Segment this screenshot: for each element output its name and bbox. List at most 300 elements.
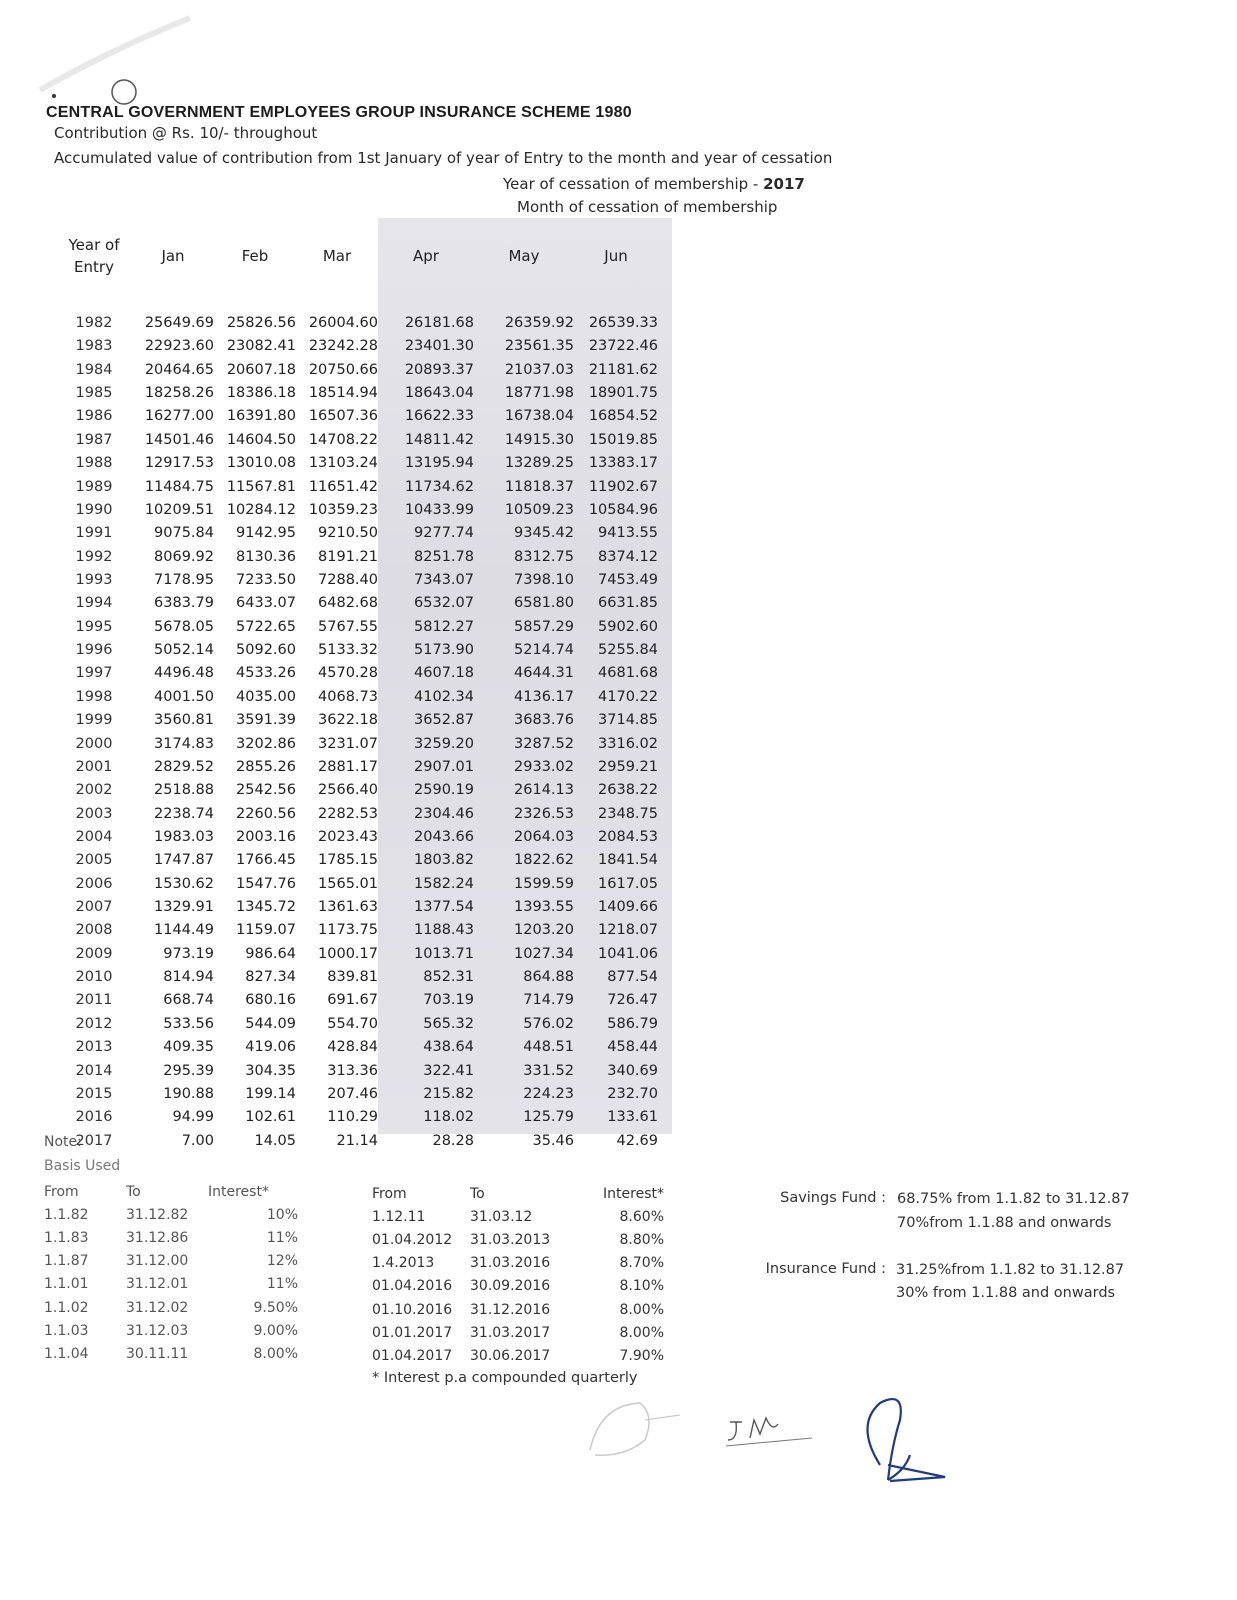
to-cell: 31.03.12 bbox=[470, 1208, 533, 1225]
to-cell: 31.12.00 bbox=[126, 1253, 189, 1270]
value-cell: 11484.75 bbox=[144, 478, 214, 495]
entry-year-cell: 1996 bbox=[75, 642, 113, 659]
entry-year-cell: 1982 bbox=[75, 315, 113, 332]
interest-cell: 12% bbox=[266, 1253, 298, 1270]
entry-year-cell: 1990 bbox=[75, 501, 113, 518]
value-cell: 5857.29 bbox=[514, 618, 574, 635]
value-cell: 295.39 bbox=[163, 1062, 214, 1079]
value-cell: 11734.62 bbox=[404, 478, 474, 495]
value-cell: 10359.23 bbox=[308, 501, 378, 518]
value-cell: 9142.95 bbox=[236, 525, 296, 542]
value-cell: 125.79 bbox=[523, 1109, 574, 1126]
value-cell: 533.56 bbox=[163, 1015, 214, 1032]
value-cell: 22923.60 bbox=[144, 338, 214, 355]
value-cell: 5722.65 bbox=[236, 618, 296, 635]
value-cell: 23082.41 bbox=[226, 338, 296, 355]
interest-cell: 11% bbox=[266, 1276, 298, 1293]
table-header-row bbox=[56, 224, 658, 288]
value-cell: 1188.43 bbox=[414, 922, 474, 939]
value-cell: 3287.52 bbox=[514, 735, 574, 752]
value-cell: 190.88 bbox=[163, 1085, 214, 1102]
from-cell: 01.01.2017 bbox=[372, 1324, 453, 1341]
value-cell: 11818.37 bbox=[504, 478, 574, 495]
to-cell: 31.03.2017 bbox=[470, 1324, 551, 1341]
value-cell: 4035.00 bbox=[236, 688, 296, 705]
interest-cell: 10% bbox=[266, 1206, 298, 1223]
entry-year-cell: 1995 bbox=[75, 618, 113, 635]
entry-year-cell: 1983 bbox=[75, 338, 113, 355]
value-cell: 331.52 bbox=[523, 1062, 574, 1079]
col-header-year-of-entry: Year of Entry bbox=[68, 236, 120, 276]
value-cell: 827.34 bbox=[245, 969, 296, 986]
value-cell: 26181.68 bbox=[404, 315, 474, 332]
value-cell: 2238.74 bbox=[154, 805, 214, 822]
entry-year-cell: 2004 bbox=[75, 828, 113, 845]
value-cell: 21.14 bbox=[336, 1132, 378, 1149]
value-cell: 14708.22 bbox=[308, 431, 378, 448]
value-cell: 1013.71 bbox=[414, 945, 474, 962]
interest-cell: 9.50% bbox=[253, 1299, 298, 1316]
value-cell: 26359.92 bbox=[504, 315, 574, 332]
contribution-table bbox=[56, 224, 658, 1152]
table-row bbox=[44, 1203, 298, 1226]
value-cell: 9413.55 bbox=[598, 525, 658, 542]
value-cell: 14501.46 bbox=[144, 431, 214, 448]
to-cell: 31.12.02 bbox=[126, 1299, 189, 1316]
insurance-fund-line2: 30% from 1.1.88 and onwards bbox=[896, 1285, 1116, 1301]
to-cell: 31.12.86 bbox=[126, 1229, 189, 1246]
entry-year-cell: 1999 bbox=[75, 712, 113, 729]
value-cell: 458.44 bbox=[607, 1039, 658, 1056]
value-cell: 565.32 bbox=[423, 1015, 474, 1032]
value-cell: 10584.96 bbox=[588, 501, 658, 518]
from-cell: 1.1.87 bbox=[44, 1253, 89, 1270]
col-header-from: From bbox=[372, 1185, 407, 1202]
value-cell: 322.41 bbox=[423, 1062, 474, 1079]
value-cell: 3683.76 bbox=[514, 712, 574, 729]
entry-year-cell: 1998 bbox=[75, 688, 113, 705]
value-cell: 10284.12 bbox=[226, 501, 296, 518]
value-cell: 1409.66 bbox=[598, 899, 658, 916]
value-cell: 11651.42 bbox=[308, 478, 378, 495]
from-cell: 1.12.11 bbox=[372, 1208, 426, 1225]
value-cell: 20893.37 bbox=[404, 361, 474, 378]
value-cell: 215.82 bbox=[423, 1085, 474, 1102]
from-cell: 01.04.2016 bbox=[372, 1278, 453, 1295]
value-cell: 1144.49 bbox=[154, 922, 214, 939]
value-cell: 1547.76 bbox=[236, 875, 296, 892]
value-cell: 3316.02 bbox=[598, 735, 658, 752]
from-cell: 01.04.2012 bbox=[372, 1231, 453, 1248]
initials-signature bbox=[720, 1410, 820, 1450]
value-cell: 1000.17 bbox=[318, 945, 378, 962]
table-row bbox=[56, 732, 658, 755]
interest-cell: 8.00% bbox=[253, 1345, 298, 1362]
table-row bbox=[372, 1275, 664, 1298]
value-cell: 3714.85 bbox=[598, 712, 658, 729]
value-cell: 3202.86 bbox=[236, 735, 296, 752]
table-row bbox=[56, 592, 658, 615]
col-header-mar: Mar bbox=[322, 247, 352, 265]
value-cell: 7453.49 bbox=[598, 571, 658, 588]
value-cell: 16738.04 bbox=[504, 408, 574, 425]
table-row bbox=[56, 522, 658, 545]
value-cell: 973.19 bbox=[163, 945, 214, 962]
entry-year-cell: 2013 bbox=[75, 1039, 113, 1056]
table-row bbox=[56, 662, 658, 685]
document-title: CENTRAL GOVERNMENT EMPLOYEES GROUP INSURANCE SCHEME 1980 bbox=[46, 104, 632, 121]
table-row bbox=[56, 825, 658, 848]
value-cell: 6433.07 bbox=[236, 595, 296, 612]
value-cell: 23722.46 bbox=[588, 338, 658, 355]
value-cell: 10209.51 bbox=[144, 501, 214, 518]
value-cell: 2614.13 bbox=[514, 782, 574, 799]
contribution-note: Contribution @ Rs. 10/- throughout bbox=[54, 124, 318, 142]
value-cell: 8130.36 bbox=[236, 548, 296, 565]
value-cell: 4136.17 bbox=[514, 688, 574, 705]
value-cell: 110.29 bbox=[327, 1109, 378, 1126]
table-row bbox=[56, 638, 658, 661]
value-cell: 2518.88 bbox=[154, 782, 214, 799]
value-cell: 3591.39 bbox=[236, 712, 296, 729]
interest-footnote: * Interest p.a compounded quarterly bbox=[372, 1370, 638, 1386]
entry-year-cell: 2012 bbox=[75, 1015, 113, 1032]
value-cell: 1377.54 bbox=[414, 899, 474, 916]
value-cell: 7398.10 bbox=[514, 571, 574, 588]
table-row bbox=[44, 1296, 298, 1319]
value-cell: 118.02 bbox=[423, 1109, 474, 1126]
value-cell: 2348.75 bbox=[598, 805, 658, 822]
value-cell: 2907.01 bbox=[414, 758, 474, 775]
value-cell: 438.64 bbox=[423, 1039, 474, 1056]
value-cell: 1173.75 bbox=[318, 922, 378, 939]
value-cell: 1565.01 bbox=[318, 875, 378, 892]
interest-table-left bbox=[44, 1180, 298, 1366]
from-cell: 1.1.04 bbox=[44, 1345, 89, 1362]
value-cell: 668.74 bbox=[163, 992, 214, 1009]
value-cell: 16391.80 bbox=[226, 408, 296, 425]
entry-year-cell: 2008 bbox=[75, 922, 113, 939]
col-header-jan: Jan bbox=[161, 247, 185, 265]
value-cell: 2064.03 bbox=[514, 828, 574, 845]
insurance-fund-line1: 31.25%from 1.1.82 to 31.12.87 bbox=[896, 1262, 1125, 1278]
value-cell: 5678.05 bbox=[154, 618, 214, 635]
table-row bbox=[56, 849, 658, 872]
value-cell: 2023.43 bbox=[318, 828, 378, 845]
value-cell: 28.28 bbox=[432, 1132, 474, 1149]
value-cell: 2590.19 bbox=[414, 782, 474, 799]
table-row bbox=[56, 498, 658, 521]
value-cell: 9075.84 bbox=[154, 525, 214, 542]
basis-label: Basis Used bbox=[44, 1158, 121, 1174]
value-cell: 21037.03 bbox=[504, 361, 574, 378]
col-header-apr: Apr bbox=[413, 247, 439, 265]
table-row bbox=[56, 1059, 658, 1082]
interest-cell: 8.60% bbox=[619, 1208, 664, 1225]
value-cell: 877.54 bbox=[607, 969, 658, 986]
value-cell: 16854.52 bbox=[588, 408, 658, 425]
cessation-year-label: Year of cessation of membership - bbox=[503, 175, 764, 193]
value-cell: 2638.22 bbox=[598, 782, 658, 799]
value-cell: 1203.20 bbox=[514, 922, 574, 939]
value-cell: 703.19 bbox=[423, 992, 474, 1009]
value-cell: 18514.94 bbox=[308, 385, 378, 402]
table-row bbox=[372, 1205, 664, 1228]
value-cell: 986.64 bbox=[245, 945, 296, 962]
interest-cell: 8.70% bbox=[619, 1255, 664, 1272]
value-cell: 7.00 bbox=[181, 1132, 214, 1149]
table-row bbox=[56, 381, 658, 404]
value-cell: 419.06 bbox=[245, 1039, 296, 1056]
value-cell: 2003.16 bbox=[236, 828, 296, 845]
value-cell: 4170.22 bbox=[598, 688, 658, 705]
to-cell: 31.03.2016 bbox=[470, 1255, 551, 1272]
value-cell: 340.69 bbox=[607, 1062, 658, 1079]
value-cell: 4496.48 bbox=[154, 665, 214, 682]
value-cell: 207.46 bbox=[327, 1085, 378, 1102]
table-row bbox=[56, 1106, 658, 1129]
value-cell: 18258.26 bbox=[144, 385, 214, 402]
cessation-year-value: 2017 bbox=[763, 175, 805, 193]
table-row bbox=[44, 1273, 298, 1296]
value-cell: 2566.40 bbox=[318, 782, 378, 799]
value-cell: 9345.42 bbox=[514, 525, 574, 542]
value-cell: 3652.87 bbox=[414, 712, 474, 729]
value-cell: 576.02 bbox=[523, 1015, 574, 1032]
value-cell: 5812.27 bbox=[414, 618, 474, 635]
value-cell: 1159.07 bbox=[236, 922, 296, 939]
value-cell: 4001.50 bbox=[154, 688, 214, 705]
to-cell: 30.06.2017 bbox=[470, 1347, 551, 1364]
value-cell: 864.88 bbox=[523, 969, 574, 986]
entry-year-cell: 2010 bbox=[75, 969, 113, 986]
entry-year-cell: 2002 bbox=[75, 782, 113, 799]
value-cell: 2084.53 bbox=[598, 828, 658, 845]
interest-cell: 8.00% bbox=[619, 1324, 664, 1341]
value-cell: 9210.50 bbox=[318, 525, 378, 542]
table-row bbox=[44, 1226, 298, 1249]
value-cell: 586.79 bbox=[607, 1015, 658, 1032]
table-row bbox=[44, 1250, 298, 1273]
entry-year-cell: 1992 bbox=[75, 548, 113, 565]
value-cell: 3174.83 bbox=[154, 735, 214, 752]
value-cell: 2542.56 bbox=[236, 782, 296, 799]
value-cell: 224.23 bbox=[523, 1085, 574, 1102]
col-header-may: May bbox=[508, 247, 540, 265]
entry-year-cell: 1997 bbox=[75, 665, 113, 682]
table-row bbox=[56, 1036, 658, 1059]
table-row bbox=[56, 1129, 658, 1152]
value-cell: 5133.32 bbox=[318, 642, 378, 659]
table-row bbox=[56, 475, 658, 498]
value-cell: 23242.28 bbox=[308, 338, 378, 355]
table-row bbox=[56, 335, 658, 358]
from-cell: 1.1.01 bbox=[44, 1276, 89, 1293]
value-cell: 13010.08 bbox=[226, 455, 296, 472]
entry-year-cell: 1993 bbox=[75, 571, 113, 588]
value-cell: 1041.06 bbox=[598, 945, 658, 962]
value-cell: 1841.54 bbox=[598, 852, 658, 869]
value-cell: 10509.23 bbox=[504, 501, 574, 518]
value-cell: 8374.12 bbox=[598, 548, 658, 565]
handwritten-signature bbox=[850, 1385, 960, 1495]
value-cell: 2304.46 bbox=[414, 805, 474, 822]
insurance-fund-label: Insurance Fund : bbox=[765, 1261, 886, 1277]
table-row bbox=[56, 1082, 658, 1105]
col-header-feb: Feb bbox=[241, 247, 269, 265]
col-header-interest: Interest* bbox=[603, 1185, 664, 1202]
value-cell: 6482.68 bbox=[318, 595, 378, 612]
col-header-from: From bbox=[44, 1183, 79, 1200]
value-cell: 1803.82 bbox=[414, 852, 474, 869]
value-cell: 409.35 bbox=[163, 1039, 214, 1056]
value-cell: 2959.21 bbox=[598, 758, 658, 775]
entry-year-cell: 2007 bbox=[75, 899, 113, 916]
value-cell: 11902.67 bbox=[588, 478, 658, 495]
value-cell: 23561.35 bbox=[504, 338, 574, 355]
value-cell: 1747.87 bbox=[154, 852, 214, 869]
entry-year-cell: 1994 bbox=[75, 595, 113, 612]
entry-year-cell: 2009 bbox=[75, 945, 113, 962]
value-cell: 3231.07 bbox=[318, 735, 378, 752]
entry-year-cell: 1988 bbox=[75, 455, 113, 472]
to-cell: 31.12.2016 bbox=[470, 1301, 551, 1318]
from-cell: 01.04.2017 bbox=[372, 1347, 453, 1364]
value-cell: 5767.55 bbox=[318, 618, 378, 635]
value-cell: 26004.60 bbox=[308, 315, 378, 332]
interest-table-right bbox=[372, 1182, 664, 1368]
value-cell: 1766.45 bbox=[236, 852, 296, 869]
value-cell: 12917.53 bbox=[144, 455, 214, 472]
value-cell: 726.47 bbox=[607, 992, 658, 1009]
table-row bbox=[372, 1252, 664, 1275]
entry-year-cell: 2014 bbox=[75, 1062, 113, 1079]
value-cell: 3622.18 bbox=[318, 712, 378, 729]
value-cell: 7233.50 bbox=[236, 571, 296, 588]
value-cell: 1599.59 bbox=[514, 875, 574, 892]
value-cell: 26539.33 bbox=[588, 315, 658, 332]
entry-year-cell: 2005 bbox=[75, 852, 113, 869]
entry-year-cell: 1989 bbox=[75, 478, 113, 495]
to-cell: 31.12.01 bbox=[126, 1276, 189, 1293]
value-cell: 8312.75 bbox=[514, 548, 574, 565]
entry-year-cell: 1986 bbox=[75, 408, 113, 425]
table-row bbox=[56, 405, 658, 428]
table-row bbox=[56, 919, 658, 942]
value-cell: 5255.84 bbox=[598, 642, 658, 659]
value-cell: 10433.99 bbox=[404, 501, 474, 518]
entry-year-cell: 1985 bbox=[75, 385, 113, 402]
entry-year-cell: 2003 bbox=[75, 805, 113, 822]
value-cell: 14915.30 bbox=[504, 431, 574, 448]
interest-cell: 8.80% bbox=[619, 1231, 664, 1248]
value-cell: 304.35 bbox=[245, 1062, 296, 1079]
value-cell: 20464.65 bbox=[144, 361, 214, 378]
value-cell: 5052.14 bbox=[154, 642, 214, 659]
to-cell: 30.11.11 bbox=[126, 1345, 189, 1362]
value-cell: 20750.66 bbox=[308, 361, 378, 378]
value-cell: 9277.74 bbox=[414, 525, 474, 542]
value-cell: 35.46 bbox=[532, 1132, 574, 1149]
value-cell: 1329.91 bbox=[154, 899, 214, 916]
value-cell: 839.81 bbox=[327, 969, 378, 986]
value-cell: 14811.42 bbox=[404, 431, 474, 448]
entry-year-cell: 1991 bbox=[75, 525, 113, 542]
table-row bbox=[56, 755, 658, 778]
entry-year-cell: 2011 bbox=[75, 992, 113, 1009]
value-cell: 7178.95 bbox=[154, 571, 214, 588]
table-row bbox=[56, 779, 658, 802]
value-cell: 691.67 bbox=[327, 992, 378, 1009]
savings-fund-line1: 68.75% from 1.1.82 to 31.12.87 bbox=[897, 1191, 1130, 1207]
value-cell: 18901.75 bbox=[588, 385, 658, 402]
value-cell: 2933.02 bbox=[514, 758, 574, 775]
interest-cell: 9.00% bbox=[253, 1322, 298, 1339]
value-cell: 16507.36 bbox=[308, 408, 378, 425]
table-row bbox=[56, 708, 658, 731]
table-row bbox=[56, 895, 658, 918]
value-cell: 14604.50 bbox=[226, 431, 296, 448]
savings-fund-line2: 70%from 1.1.88 and onwards bbox=[897, 1215, 1112, 1231]
interest-cell: 7.90% bbox=[619, 1347, 664, 1364]
value-cell: 4068.73 bbox=[318, 688, 378, 705]
to-cell: 31.12.82 bbox=[126, 1206, 189, 1223]
value-cell: 94.99 bbox=[172, 1109, 214, 1126]
cessation-month-label: Month of cessation of membership bbox=[517, 198, 778, 216]
interest-cell: 8.00% bbox=[619, 1301, 664, 1318]
value-cell: 13383.17 bbox=[588, 455, 658, 472]
value-cell: 18771.98 bbox=[504, 385, 574, 402]
entry-year-cell: 2006 bbox=[75, 875, 113, 892]
value-cell: 4681.68 bbox=[598, 665, 658, 682]
value-cell: 7343.07 bbox=[414, 571, 474, 588]
value-cell: 852.31 bbox=[423, 969, 474, 986]
savings-fund-label: Savings Fund : bbox=[780, 1190, 886, 1206]
value-cell: 1345.72 bbox=[236, 899, 296, 916]
value-cell: 1617.05 bbox=[598, 875, 658, 892]
value-cell: 14.05 bbox=[254, 1132, 296, 1149]
to-cell: 30.09.2016 bbox=[470, 1278, 551, 1295]
value-cell: 1822.62 bbox=[514, 852, 574, 869]
faded-stamp bbox=[585, 1395, 685, 1465]
value-cell: 3560.81 bbox=[154, 712, 214, 729]
table-row bbox=[56, 872, 658, 895]
value-cell: 1983.03 bbox=[154, 828, 214, 845]
value-cell: 4102.34 bbox=[414, 688, 474, 705]
table-row bbox=[56, 685, 658, 708]
from-cell: 1.1.82 bbox=[44, 1206, 89, 1223]
value-cell: 16277.00 bbox=[144, 408, 214, 425]
value-cell: 11567.81 bbox=[226, 478, 296, 495]
entry-year-cell: 2001 bbox=[75, 758, 113, 775]
table-row bbox=[372, 1298, 664, 1321]
from-cell: 1.1.83 bbox=[44, 1229, 89, 1246]
table-header-row bbox=[372, 1182, 664, 1205]
value-cell: 4607.18 bbox=[414, 665, 474, 682]
value-cell: 16622.33 bbox=[404, 408, 474, 425]
value-cell: 15019.85 bbox=[588, 431, 658, 448]
interest-cell: 11% bbox=[266, 1229, 298, 1246]
from-cell: 1.1.03 bbox=[44, 1322, 89, 1339]
entry-year-cell: 2016 bbox=[75, 1109, 113, 1126]
value-cell: 13195.94 bbox=[404, 455, 474, 472]
cessation-year bbox=[503, 175, 805, 193]
entry-year-cell: 1987 bbox=[75, 431, 113, 448]
to-cell: 31.03.2013 bbox=[470, 1231, 551, 1248]
value-cell: 13103.24 bbox=[308, 455, 378, 472]
value-cell: 714.79 bbox=[523, 992, 574, 1009]
value-cell: 6383.79 bbox=[154, 595, 214, 612]
